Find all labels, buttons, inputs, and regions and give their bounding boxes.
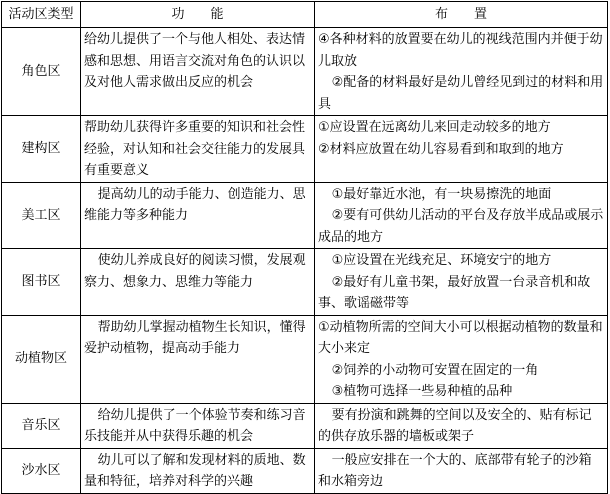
layout-cell — [315, 116, 608, 183]
header-area-type: 活动区类型 — [2, 2, 81, 28]
table-row — [2, 448, 608, 493]
area-type-cell: 图书区 — [2, 249, 81, 316]
function-cell — [81, 403, 315, 448]
layout-item: ①应设置在光线充足、环境安宁的地方 — [331, 253, 552, 268]
layout-item: ②饲养的小动物可安置在固定的一角 — [331, 362, 539, 378]
layout-cell — [315, 448, 608, 493]
header-layout: 布 置 — [315, 2, 608, 28]
area-type-cell: 角色区 — [2, 28, 81, 116]
table-row — [2, 403, 608, 448]
layout-cell — [315, 249, 608, 316]
function-cell — [81, 315, 315, 403]
table-row — [2, 116, 608, 183]
function-text: 帮助幼儿掌握动植物生长知识，懂得爱护动植物，提高动手能力 — [84, 319, 306, 356]
function-text: 给幼儿提供了一个体验节奏和练习音乐技能并从中获得乐趣的机会 — [84, 407, 306, 444]
function-text: 幼儿可以了解和发现材料的质地、数量和特征，培养对科学的兴趣 — [84, 452, 306, 489]
function-text: 提高幼儿的动手能力、创造能力、思维能力等多种能力 — [84, 186, 306, 223]
area-type-cell: 美工区 — [2, 182, 81, 249]
layout-item: ①应设置在远离幼儿来回走动较多的地方 — [318, 120, 551, 135]
layout-cell — [315, 28, 608, 116]
layout-item: ②材料应放置在幼儿容易看到和取到的地方 — [318, 141, 564, 157]
function-cell — [81, 182, 315, 249]
function-cell — [81, 116, 315, 183]
table-row — [2, 315, 608, 403]
layout-item: ①最好靠近水池，有一块易擦洗的地面 — [331, 186, 552, 202]
area-type-cell: 音乐区 — [2, 403, 81, 448]
layout-item: ①动植物所需的空间大小可以根据动植物的数量和大小来定 — [318, 319, 603, 356]
layout-cell — [315, 182, 608, 249]
area-type-cell: 沙水区 — [2, 448, 81, 493]
function-cell — [81, 28, 315, 116]
activity-area-table — [1, 1, 608, 494]
header-function: 功 能 — [81, 2, 315, 28]
function-text: 使幼儿养成良好的阅读习惯，发展观察力、想象力、思维力等能力 — [84, 253, 306, 290]
layout-cell — [315, 315, 608, 403]
function-text: 帮助幼儿获得许多重要的知识和社会性经验，对认知和社会交往能力的发展具有重要意义 — [84, 120, 306, 178]
function-cell — [81, 249, 315, 316]
layout-item: ②配备的材料最好是幼儿曾经见到过的材料和用具 — [318, 75, 604, 112]
layout-item: ②最好有儿童书架，最好放置一台录音机和故事、歌谣磁带等 — [318, 274, 591, 311]
area-type-cell: 建构区 — [2, 116, 81, 183]
layout-cell — [315, 403, 608, 448]
table-row — [2, 182, 608, 249]
layout-item: 一般应安排在一个大的、底部带有轮子的沙箱和水箱旁边 — [318, 452, 592, 489]
layout-item: 要有扮演和跳舞的空间以及安全的、贴有标记的供存放乐器的墙板或架子 — [318, 407, 592, 444]
area-type-cell: 动植物区 — [2, 315, 81, 403]
function-cell — [81, 448, 315, 493]
table-row — [2, 28, 608, 116]
table-row — [2, 249, 608, 316]
layout-item: ④各种材料的放置要在幼儿的视线范围内并便于幼儿取放 — [318, 32, 603, 69]
function-text: 给幼儿提供了一个与他人相处、表达情感和思想、用语言交流对角色的认识以及对他人需求做出反应的机会 — [84, 32, 306, 90]
layout-item: ③植物可选择一些易种植的品种 — [331, 384, 513, 399]
layout-item: ②要有可供幼儿活动的平台及存放半成品或展示成品的地方 — [318, 208, 604, 245]
header-row — [2, 2, 608, 28]
